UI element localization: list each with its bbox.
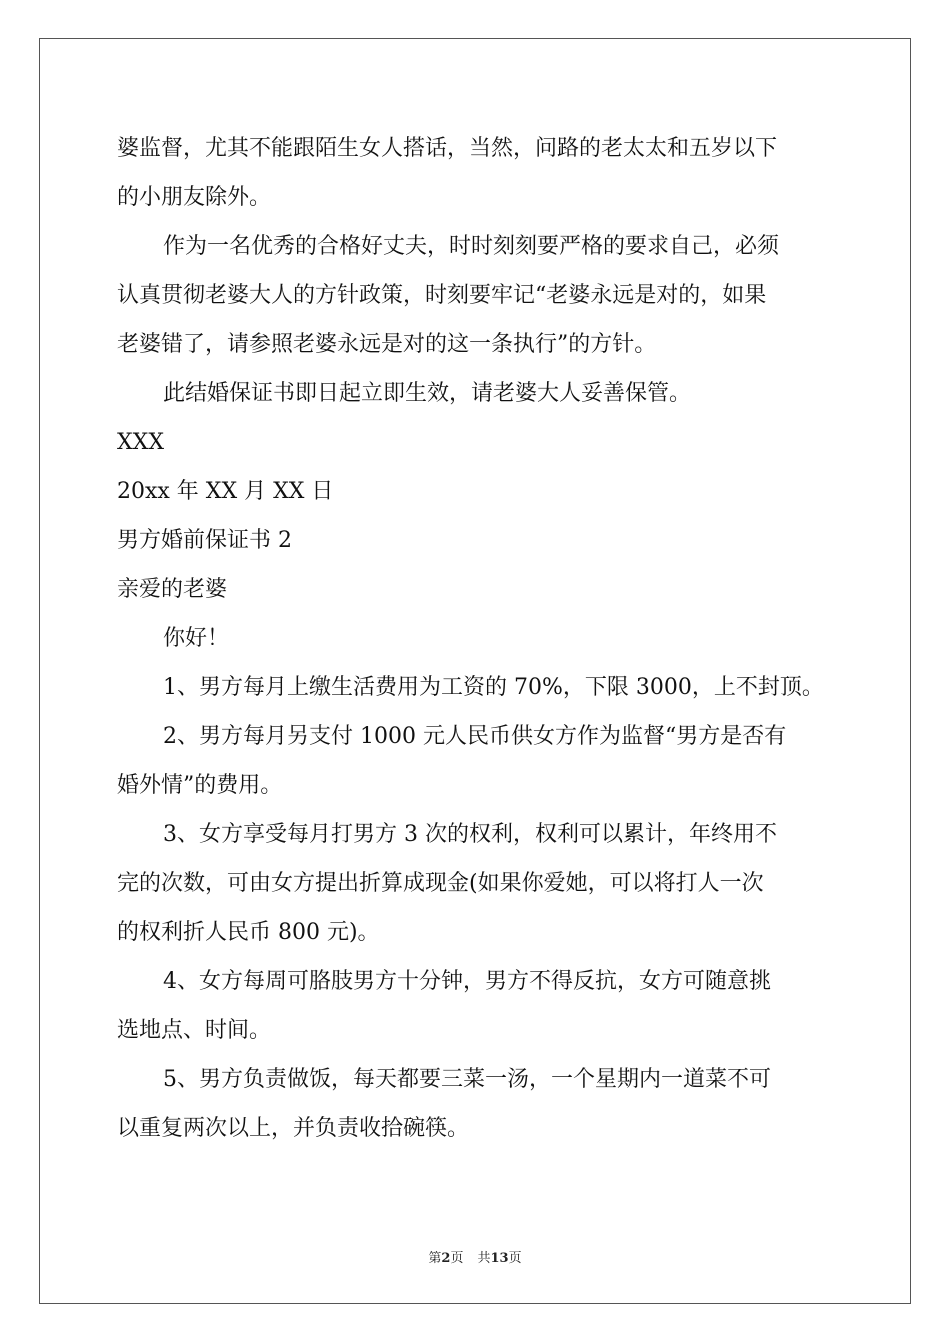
page-footer xyxy=(0,1247,950,1266)
document-body xyxy=(117,124,835,1153)
current-page-number: 2 xyxy=(441,1251,451,1266)
body-line: 完的次数，可由女方提出折算成现金(如果你爱她，可以将打人一次 xyxy=(117,871,764,896)
salutation: 亲爱的老婆 xyxy=(117,577,228,602)
body-line: 5、男方负责做饭，每天都要三菜一汤，一个星期内一道菜不可 xyxy=(163,1067,771,1092)
body-line: 此结婚保证书即日起立即生效，请老婆大人妥善保管。 xyxy=(163,381,692,406)
signature-date: 20xx 年 XX 月 XX 日 xyxy=(117,479,334,504)
body-line: 老婆错了，请参照老婆永远是对的这一条执行”的方针。 xyxy=(117,332,657,357)
body-line: 1、男方每月上缴生活费用为工资的 70%，下限 3000，上不封顶。 xyxy=(163,675,824,700)
body-line: 选地点、时间。 xyxy=(117,1018,272,1043)
greeting: 你好！ xyxy=(163,626,230,651)
page-suffix: 页 xyxy=(450,1251,464,1266)
body-line: 2、男方每月另支付 1000 元人民币供女方作为监督“男方是否有 xyxy=(163,724,787,749)
signature-name: XXX xyxy=(117,430,164,455)
body-line: 婆监督，尤其不能跟陌生女人搭话，当然，问路的老太太和五岁以下 xyxy=(117,136,778,161)
total-prefix: 共 xyxy=(477,1251,491,1266)
body-line: 婚外情”的费用。 xyxy=(117,773,283,798)
body-line: 认真贯彻老婆大人的方针政策，时刻要牢记“老婆永远是对的，如果 xyxy=(117,283,767,308)
total-pages-number: 13 xyxy=(490,1251,509,1266)
body-line: 的小朋友除外。 xyxy=(117,185,272,210)
body-line: 以重复两次以上，并负责收拾碗筷。 xyxy=(117,1116,470,1141)
body-line: 作为一名优秀的合格好丈夫，时时刻刻要严格的要求自己，必须 xyxy=(163,234,780,259)
section-title: 男方婚前保证书 2 xyxy=(117,528,292,553)
total-suffix: 页 xyxy=(508,1251,522,1266)
page-prefix: 第 xyxy=(428,1251,442,1266)
body-line: 4、女方每周可胳肢男方十分钟，男方不得反抗，女方可随意挑 xyxy=(163,969,771,994)
body-line: 的权利折人民币 800 元)。 xyxy=(117,920,380,945)
body-line: 3、女方享受每月打男方 3 次的权利，权利可以累计，年终用不 xyxy=(163,822,777,847)
